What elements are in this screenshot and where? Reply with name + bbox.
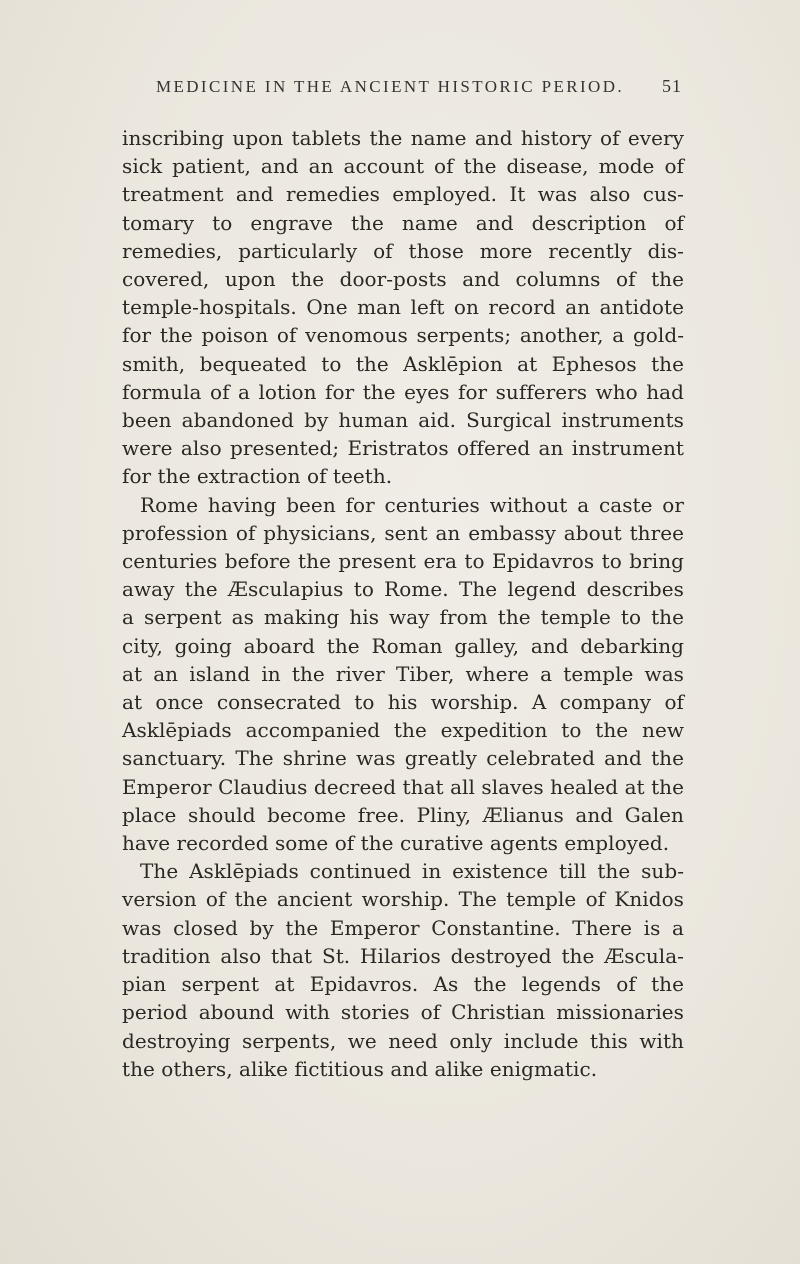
text-line: version of the ancient worship. The temple of Knidos bbox=[122, 887, 684, 912]
text-line: city, going aboard the Roman galley, and debarking bbox=[122, 633, 684, 658]
text-line: was closed by the Emperor Constantine. There is a bbox=[122, 915, 684, 940]
text-line: profession of physicians, sent an embassy about three bbox=[122, 520, 684, 545]
running-head bbox=[122, 76, 682, 97]
text-line: inscribing upon tablets the name and history of every bbox=[122, 126, 684, 150]
text-line: smith, bequeated to the Asklēpion at Ephesos the bbox=[122, 351, 684, 376]
text-line: been abandoned by human aid. Surgical instruments bbox=[122, 408, 684, 433]
text-line: at an island in the river Tiber, where a temple was bbox=[122, 661, 684, 686]
text-line: temple-hospitals. One man left on record an antidote bbox=[122, 295, 684, 320]
text-line: period abound with stories of Christian missionaries bbox=[122, 1000, 684, 1025]
text-line: The Asklēpiads continued in existence till the sub- bbox=[140, 859, 684, 884]
text-line: at once consecrated to his worship. A company of bbox=[122, 690, 684, 715]
text-line: have recorded some of the curative agents employed. bbox=[122, 831, 670, 856]
text-line: sanctuary. The shrine was greatly celebrated and the bbox=[122, 746, 684, 771]
text-line: for the extraction of teeth. bbox=[122, 464, 393, 489]
text-line: treatment and remedies employed. It was also cus- bbox=[122, 182, 684, 207]
text-line: sick patient, and an account of the disease, mode of bbox=[122, 154, 684, 179]
text-line: covered, upon the door-posts and columns of the bbox=[122, 267, 684, 292]
text-line: centuries before the present era to Epidavros to bring bbox=[122, 549, 684, 574]
running-title: MEDICINE IN THE ANCIENT HISTORIC PERIOD. bbox=[155, 77, 625, 96]
text-line: the others, alike fictitious and alike enigmatic. bbox=[122, 1056, 598, 1081]
text-line: a serpent as making his way from the temple to the bbox=[122, 605, 684, 630]
text-line: tradition also that St. Hilarios destroyed the Æscula- bbox=[122, 943, 684, 968]
text-line: for the poison of venomous serpents; another, a gold- bbox=[122, 323, 684, 348]
text-line: away the Æsculapius to Rome. The legend describes bbox=[122, 577, 684, 602]
text-line: tomary to engrave the name and description of bbox=[122, 210, 684, 235]
text-line: Asklēpiads accompanied the expedition to the new bbox=[122, 718, 684, 743]
text-line: destroying serpents, we need only include this with bbox=[122, 1028, 684, 1053]
text-line: formula of a lotion for the eyes for sufferers who had bbox=[122, 379, 684, 404]
text-line: place should become free. Pliny, Ælianus and Galen bbox=[122, 802, 684, 827]
text-line: remedies, particularly of those more recently dis- bbox=[122, 238, 684, 263]
text-line: Emperor Claudius decreed that all slaves healed at the bbox=[122, 774, 684, 799]
page-number: 51 bbox=[662, 76, 682, 96]
body-text bbox=[122, 124, 684, 1083]
text-line: pian serpent at Epidavros. As the legends of the bbox=[122, 972, 684, 997]
text-line: Rome having been for centuries without a caste or bbox=[140, 492, 684, 517]
text-line: were also presented; Eristratos offered an instrument bbox=[122, 436, 684, 461]
